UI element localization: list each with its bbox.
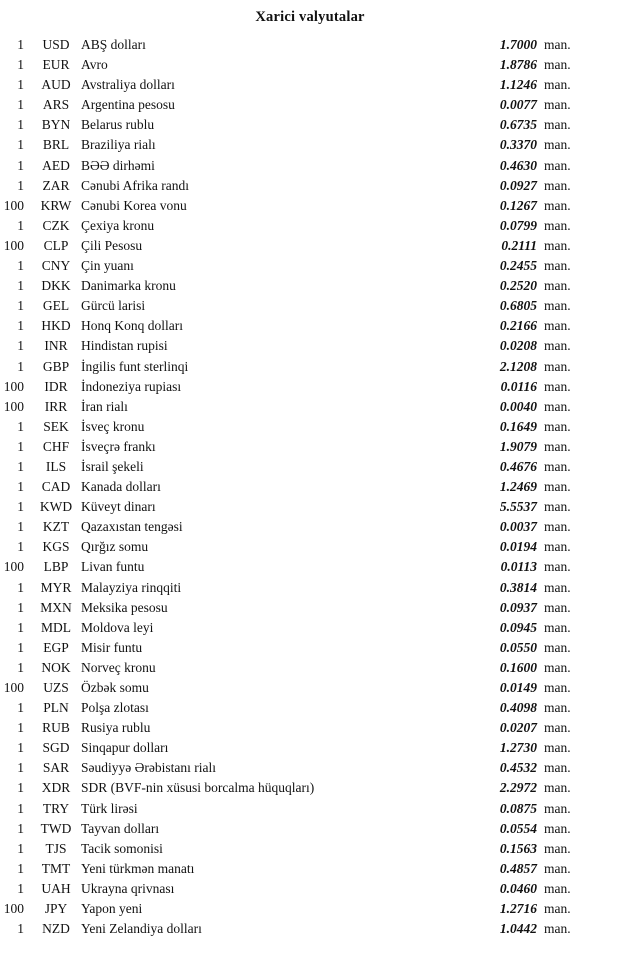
unit-label: man. bbox=[544, 760, 571, 776]
unit-label: man. bbox=[544, 157, 571, 173]
unit-label: man. bbox=[544, 880, 571, 896]
quantity-value: 1 bbox=[17, 57, 24, 73]
quantity-value: 1 bbox=[17, 137, 24, 153]
currency-table bbox=[0, 35, 620, 939]
currency-row bbox=[0, 55, 620, 75]
currency-name: Tayvan dolları bbox=[81, 820, 160, 836]
currency-name: İsrail şekeli bbox=[81, 458, 144, 474]
unit-label: man. bbox=[544, 639, 571, 655]
rate-value: 0.2166 bbox=[499, 318, 537, 334]
unit-label: man. bbox=[544, 680, 571, 695]
currency-row bbox=[0, 196, 620, 216]
unit-label: man. bbox=[544, 37, 571, 52]
currency-code: CHF bbox=[42, 438, 70, 454]
unit-label: man. bbox=[544, 700, 571, 716]
rate-value: 0.2520 bbox=[499, 278, 537, 294]
currency-row bbox=[0, 698, 620, 718]
rate-value: 0.2455 bbox=[499, 258, 537, 274]
currency-name: Sinqapur dolları bbox=[81, 740, 169, 756]
quantity-value: 100 bbox=[3, 197, 24, 213]
quantity-value: 1 bbox=[17, 338, 24, 354]
unit-label: man. bbox=[544, 780, 571, 796]
unit-label: man. bbox=[544, 298, 571, 314]
currency-code: NOK bbox=[41, 659, 71, 675]
currency-row bbox=[0, 397, 620, 417]
currency-code: XDR bbox=[41, 780, 71, 796]
currency-name: İndoneziya rupiası bbox=[81, 378, 182, 394]
currency-row bbox=[0, 738, 620, 758]
currency-code: SGD bbox=[42, 740, 70, 756]
quantity-value: 1 bbox=[17, 117, 24, 133]
rate-value: 0.3814 bbox=[499, 579, 537, 595]
currency-name: BƏƏ dirhəmi bbox=[81, 157, 155, 173]
rate-value: 0.6805 bbox=[499, 298, 537, 314]
quantity-value: 1 bbox=[17, 77, 24, 93]
currency-code: ARS bbox=[42, 97, 70, 113]
currency-name: SDR (BVF-nin xüsusi borcalma hüquqları) bbox=[81, 780, 315, 796]
rate-value: 0.0116 bbox=[500, 378, 537, 394]
rate-value: 1.2469 bbox=[499, 479, 537, 495]
currency-code: KGS bbox=[42, 539, 70, 555]
rate-value: 0.0149 bbox=[499, 680, 537, 695]
rate-value: 1.2716 bbox=[499, 901, 537, 917]
unit-label: man. bbox=[544, 57, 571, 73]
currency-row bbox=[0, 75, 620, 95]
currency-row bbox=[0, 95, 620, 115]
rate-value: 0.0208 bbox=[499, 338, 537, 354]
unit-label: man. bbox=[544, 479, 571, 495]
currency-row bbox=[0, 457, 620, 477]
currency-name: ABŞ dolları bbox=[81, 37, 146, 52]
rate-value: 0.0554 bbox=[499, 820, 537, 836]
rate-value: 0.0945 bbox=[499, 619, 537, 635]
currency-name: Yeni Zelandiya dolları bbox=[81, 921, 202, 937]
quantity-value: 1 bbox=[17, 720, 24, 736]
unit-label: man. bbox=[544, 77, 571, 93]
unit-label: man. bbox=[544, 137, 571, 153]
currency-name: Çin yuanı bbox=[81, 258, 134, 274]
currency-name: Səudiyyə Ərəbistanı rialı bbox=[81, 760, 216, 776]
currency-name: Misir funtu bbox=[81, 639, 143, 655]
unit-label: man. bbox=[544, 177, 571, 193]
quantity-value: 1 bbox=[17, 298, 24, 314]
unit-label: man. bbox=[544, 800, 571, 816]
currency-code: SAR bbox=[42, 760, 70, 776]
currency-code: USD bbox=[42, 37, 70, 52]
currency-name: İngilis funt sterlinqi bbox=[81, 358, 189, 374]
quantity-value: 1 bbox=[17, 479, 24, 495]
currency-name: Çexiya kronu bbox=[81, 217, 155, 233]
unit-label: man. bbox=[544, 539, 571, 555]
quantity-value: 1 bbox=[17, 458, 24, 474]
unit-label: man. bbox=[544, 278, 571, 294]
currency-code: TRY bbox=[42, 800, 70, 816]
currency-row bbox=[0, 377, 620, 397]
rate-value: 0.4532 bbox=[499, 760, 537, 776]
quantity-value: 100 bbox=[3, 559, 24, 575]
unit-label: man. bbox=[544, 820, 571, 836]
rate-value: 0.2111 bbox=[501, 237, 537, 253]
currency-row bbox=[0, 819, 620, 839]
currency-name: Livan funtu bbox=[81, 559, 145, 575]
quantity-value: 1 bbox=[17, 418, 24, 434]
unit-label: man. bbox=[544, 398, 571, 414]
currency-row bbox=[0, 156, 620, 176]
currency-name: Avstraliya dolları bbox=[81, 77, 175, 93]
currency-code: INR bbox=[44, 338, 68, 354]
currency-name: Ukrayna qrivnası bbox=[81, 880, 175, 896]
rate-value: 0.1600 bbox=[499, 659, 537, 675]
currency-name: Qırğız somu bbox=[81, 539, 149, 555]
quantity-value: 1 bbox=[17, 318, 24, 334]
currency-name: İsveçrə frankı bbox=[81, 438, 156, 454]
currency-code: PLN bbox=[43, 700, 69, 716]
currency-name: Norveç kronu bbox=[81, 659, 156, 675]
quantity-value: 1 bbox=[17, 97, 24, 113]
currency-code: EUR bbox=[42, 57, 70, 73]
currency-name: Avro bbox=[81, 57, 108, 73]
currency-row bbox=[0, 236, 620, 256]
currency-row bbox=[0, 557, 620, 577]
currency-code: CAD bbox=[41, 479, 71, 495]
quantity-value: 1 bbox=[17, 599, 24, 615]
currency-code: KRW bbox=[40, 197, 72, 213]
currency-row bbox=[0, 919, 620, 939]
currency-row bbox=[0, 778, 620, 798]
quantity-value: 1 bbox=[17, 700, 24, 716]
currency-code: ZAR bbox=[42, 177, 70, 193]
currency-name: Gürcü larisi bbox=[81, 298, 146, 314]
quantity-value: 1 bbox=[17, 579, 24, 595]
rate-value: 0.0937 bbox=[499, 599, 537, 615]
currency-row bbox=[0, 678, 620, 698]
unit-label: man. bbox=[544, 418, 571, 434]
currency-row bbox=[0, 578, 620, 598]
currency-row bbox=[0, 537, 620, 557]
quantity-value: 100 bbox=[3, 237, 24, 253]
unit-label: man. bbox=[544, 338, 571, 354]
rate-value: 1.2730 bbox=[499, 740, 537, 756]
quantity-value: 1 bbox=[17, 659, 24, 675]
quantity-value: 1 bbox=[17, 860, 24, 876]
unit-label: man. bbox=[544, 599, 571, 615]
quantity-value: 1 bbox=[17, 780, 24, 796]
currency-code: IDR bbox=[44, 378, 68, 394]
quantity-value: 1 bbox=[17, 840, 24, 856]
currency-row bbox=[0, 256, 620, 276]
rate-value: 0.0799 bbox=[499, 217, 537, 233]
quantity-value: 1 bbox=[17, 820, 24, 836]
quantity-value: 1 bbox=[17, 258, 24, 274]
currency-name: Tacik somonisi bbox=[81, 840, 163, 856]
currency-code: BRL bbox=[42, 137, 70, 153]
rate-value: 1.1246 bbox=[499, 77, 537, 93]
currency-code: TWD bbox=[40, 820, 72, 836]
rate-value: 0.0460 bbox=[499, 880, 537, 896]
currency-code: MDL bbox=[41, 619, 71, 635]
currency-name: Argentina pesosu bbox=[81, 97, 175, 113]
currency-name: Özbək somu bbox=[81, 680, 149, 695]
quantity-value: 1 bbox=[17, 438, 24, 454]
currency-code: CNY bbox=[41, 258, 71, 274]
currency-code: GEL bbox=[42, 298, 70, 314]
currency-code: CZK bbox=[42, 217, 70, 233]
currency-name: Yeni türkmən manatı bbox=[81, 860, 195, 876]
quantity-value: 1 bbox=[17, 177, 24, 193]
currency-name: Malayziya rinqqiti bbox=[81, 579, 182, 595]
quantity-value: 1 bbox=[17, 921, 24, 937]
currency-name: İran rialı bbox=[81, 398, 128, 414]
currency-code: TMT bbox=[41, 860, 71, 876]
unit-label: man. bbox=[544, 901, 571, 917]
quantity-value: 1 bbox=[17, 639, 24, 655]
currency-code: RUB bbox=[42, 720, 70, 736]
unit-label: man. bbox=[544, 438, 571, 454]
quantity-value: 100 bbox=[3, 398, 24, 414]
unit-label: man. bbox=[544, 860, 571, 876]
currency-name: Cənubi Korea vonu bbox=[81, 197, 187, 213]
currency-code: ILS bbox=[45, 458, 67, 474]
currency-row bbox=[0, 336, 620, 356]
currency-name: Kanada dolları bbox=[81, 479, 161, 495]
rate-value: 0.0550 bbox=[499, 639, 537, 655]
currency-name: Honq Konq dolları bbox=[81, 318, 183, 334]
rate-value: 0.0875 bbox=[499, 800, 537, 816]
rate-value: 0.3370 bbox=[499, 137, 537, 153]
quantity-value: 1 bbox=[17, 760, 24, 776]
currency-row bbox=[0, 839, 620, 859]
rate-value: 0.4630 bbox=[499, 157, 537, 173]
currency-row bbox=[0, 115, 620, 135]
unit-label: man. bbox=[544, 237, 571, 253]
unit-label: man. bbox=[544, 358, 571, 374]
unit-label: man. bbox=[544, 318, 571, 334]
currency-row bbox=[0, 497, 620, 517]
currency-row bbox=[0, 799, 620, 819]
unit-label: man. bbox=[544, 258, 571, 274]
currency-code: UAH bbox=[41, 880, 71, 896]
currency-code: MXN bbox=[40, 599, 72, 615]
rate-value: 1.0442 bbox=[499, 921, 537, 937]
unit-label: man. bbox=[544, 579, 571, 595]
quantity-value: 1 bbox=[17, 217, 24, 233]
currency-code: LBP bbox=[43, 559, 69, 575]
currency-name: İsveç kronu bbox=[81, 418, 145, 434]
currency-name: Rusiya rublu bbox=[81, 720, 151, 736]
currency-row bbox=[0, 477, 620, 497]
quantity-value: 100 bbox=[3, 378, 24, 394]
rate-value: 0.0037 bbox=[499, 519, 537, 535]
currency-code: SEK bbox=[43, 418, 69, 434]
currency-code: JPY bbox=[44, 901, 68, 917]
quantity-value: 100 bbox=[3, 680, 24, 695]
currency-row bbox=[0, 316, 620, 336]
currency-code: CLP bbox=[43, 237, 69, 253]
unit-label: man. bbox=[544, 840, 571, 856]
page-title: Xarici valyutalar bbox=[255, 9, 365, 25]
currency-row bbox=[0, 417, 620, 437]
quantity-value: 1 bbox=[17, 37, 24, 52]
rate-value: 0.6735 bbox=[499, 117, 537, 133]
currency-row bbox=[0, 899, 620, 919]
currency-name: Meksika pesosu bbox=[81, 599, 168, 615]
quantity-value: 1 bbox=[17, 358, 24, 374]
currency-code: TJS bbox=[45, 840, 67, 856]
rate-value: 0.1563 bbox=[499, 840, 537, 856]
currency-code: AUD bbox=[41, 77, 71, 93]
rate-value: 0.4098 bbox=[499, 700, 537, 716]
currency-code: UZS bbox=[43, 680, 69, 695]
currency-row bbox=[0, 276, 620, 296]
currency-name: Qazaxıstan tengəsi bbox=[81, 519, 183, 535]
currency-name: Çili Pesosu bbox=[81, 237, 143, 253]
currency-row bbox=[0, 296, 620, 316]
currency-row bbox=[0, 135, 620, 155]
currency-name: Yapon yeni bbox=[81, 901, 143, 917]
currency-name: Belarus rublu bbox=[81, 117, 155, 133]
rate-value: 0.0207 bbox=[499, 720, 537, 736]
quantity-value: 100 bbox=[3, 901, 24, 917]
rate-value: 1.7000 bbox=[499, 37, 537, 52]
unit-label: man. bbox=[544, 378, 571, 394]
currency-code: AED bbox=[42, 157, 70, 173]
quantity-value: 1 bbox=[17, 499, 24, 515]
quantity-value: 1 bbox=[17, 880, 24, 896]
unit-label: man. bbox=[544, 458, 571, 474]
currency-name: Polşa zlotası bbox=[81, 700, 149, 716]
unit-label: man. bbox=[544, 559, 571, 575]
rate-value: 2.1208 bbox=[499, 358, 537, 374]
quantity-value: 1 bbox=[17, 519, 24, 535]
currency-code: EGP bbox=[43, 639, 69, 655]
rate-value: 0.0077 bbox=[499, 97, 537, 113]
currency-code: GBP bbox=[42, 358, 70, 374]
currency-code: NZD bbox=[42, 921, 70, 937]
rate-value: 0.0113 bbox=[500, 559, 537, 575]
rate-value: 0.4676 bbox=[499, 458, 537, 474]
currency-code: BYN bbox=[41, 117, 71, 133]
rate-value: 0.4857 bbox=[499, 860, 537, 876]
currency-row bbox=[0, 357, 620, 377]
currency-name: Cənubi Afrika randı bbox=[81, 177, 189, 193]
currency-row bbox=[0, 216, 620, 236]
currency-row bbox=[0, 35, 620, 55]
unit-label: man. bbox=[544, 740, 571, 756]
quantity-value: 1 bbox=[17, 619, 24, 635]
currency-code: DKK bbox=[41, 278, 71, 294]
quantity-value: 1 bbox=[17, 539, 24, 555]
unit-label: man. bbox=[544, 659, 571, 675]
rate-value: 1.9079 bbox=[499, 438, 537, 454]
unit-label: man. bbox=[544, 519, 571, 535]
currency-row bbox=[0, 859, 620, 879]
rate-value: 1.8786 bbox=[499, 57, 537, 73]
quantity-value: 1 bbox=[17, 740, 24, 756]
unit-label: man. bbox=[544, 720, 571, 736]
rate-value: 2.2972 bbox=[499, 780, 537, 796]
rate-value: 0.1649 bbox=[499, 418, 537, 434]
currency-row bbox=[0, 658, 620, 678]
currency-name: Hindistan rupisi bbox=[81, 338, 168, 354]
quantity-value: 1 bbox=[17, 157, 24, 173]
rate-value: 0.1267 bbox=[499, 197, 537, 213]
currency-name: Moldova leyi bbox=[81, 619, 154, 635]
unit-label: man. bbox=[544, 97, 571, 113]
unit-label: man. bbox=[544, 499, 571, 515]
currency-code: MYR bbox=[40, 579, 72, 595]
currency-row bbox=[0, 517, 620, 537]
unit-label: man. bbox=[544, 619, 571, 635]
rate-value: 0.0040 bbox=[499, 398, 537, 414]
currency-row bbox=[0, 879, 620, 899]
currency-row bbox=[0, 598, 620, 618]
rate-value: 5.5537 bbox=[499, 499, 537, 515]
currency-code: IRR bbox=[44, 398, 68, 414]
currency-row bbox=[0, 618, 620, 638]
quantity-value: 1 bbox=[17, 278, 24, 294]
currency-name: Braziliya rialı bbox=[81, 137, 156, 153]
unit-label: man. bbox=[544, 197, 571, 213]
currency-row bbox=[0, 638, 620, 658]
currency-row bbox=[0, 176, 620, 196]
currency-row bbox=[0, 758, 620, 778]
unit-label: man. bbox=[544, 217, 571, 233]
unit-label: man. bbox=[544, 921, 571, 937]
rate-value: 0.0927 bbox=[499, 177, 537, 193]
quantity-value: 1 bbox=[17, 800, 24, 816]
rate-value: 0.0194 bbox=[499, 539, 537, 555]
currency-row bbox=[0, 718, 620, 738]
currency-code: KWD bbox=[39, 499, 73, 515]
currency-code: KZT bbox=[42, 519, 70, 535]
currency-name: Türk lirəsi bbox=[81, 800, 138, 816]
unit-label: man. bbox=[544, 117, 571, 133]
currency-code: HKD bbox=[41, 318, 71, 334]
currency-name: Küveyt dinarı bbox=[81, 499, 156, 515]
currency-name: Danimarka kronu bbox=[81, 278, 176, 294]
currency-row bbox=[0, 437, 620, 457]
